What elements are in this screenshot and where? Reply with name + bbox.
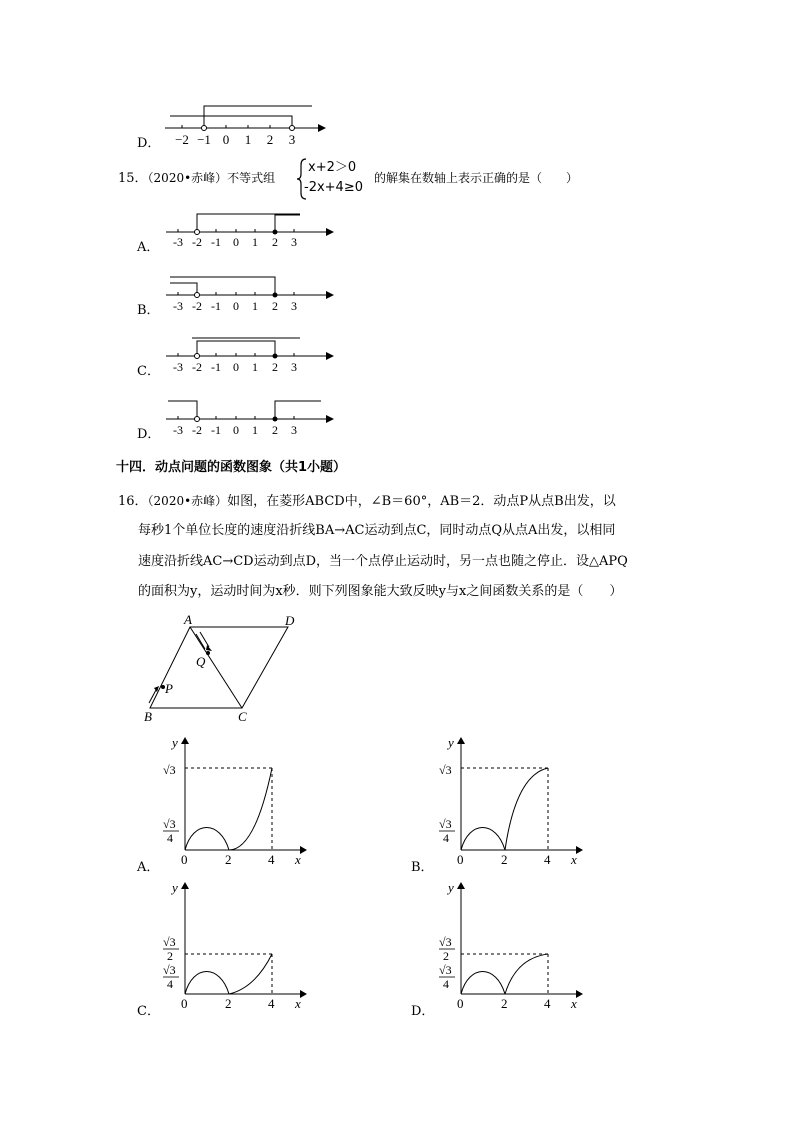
q16-option-c-label[interactable]: C． — [137, 1004, 160, 1019]
q16-graph-c[interactable] — [160, 878, 310, 1013]
axis-x-label: x — [571, 852, 577, 867]
ylabel-frac-den: 4 — [167, 977, 173, 991]
tick-2: 2 — [501, 996, 508, 1011]
tick: 0 — [222, 132, 230, 147]
q16-line1 — [118, 490, 616, 509]
ylabel-sqrt3: √3 — [439, 763, 452, 777]
tick-4: 4 — [268, 852, 275, 867]
tick: −2 — [175, 132, 189, 147]
tick-2: 2 — [501, 852, 508, 867]
ylabel-frac-num: √3 — [163, 963, 176, 977]
tick: 1 — [252, 299, 258, 313]
q15-ineq2: -2x+4≥0 — [304, 180, 363, 195]
q15-option-b-line[interactable] — [166, 270, 338, 314]
tick: 1 — [252, 423, 258, 437]
axis-y-label: y — [448, 880, 454, 895]
tick: -3 — [173, 299, 183, 313]
axis-x-label: x — [295, 996, 301, 1011]
ylabel-frac2-num: √3 — [439, 935, 452, 949]
tick: 0 — [233, 299, 239, 313]
tick: 3 — [288, 132, 296, 147]
label-q: Q — [196, 654, 206, 669]
q15-option-d-label[interactable]: D． — [137, 427, 161, 442]
axis-x-label: x — [295, 852, 301, 867]
q16-line4: 的面积为y，运动时间为x秒．则下列图象能大致反映y与x之间函数关系的是（ ） — [138, 584, 623, 599]
origin-label: 0 — [181, 852, 188, 867]
section-title: 十四．动点问题的函数图象（共1小题） — [116, 460, 347, 475]
tick: -1 — [211, 235, 221, 249]
tick: 0 — [233, 235, 239, 249]
label-a: A — [184, 612, 192, 627]
q15-source: （2020•赤峰） — [147, 171, 228, 185]
tick: 1 — [252, 235, 258, 249]
tick: −1 — [197, 132, 211, 147]
ylabel-frac2-num: √3 — [163, 935, 176, 949]
ylabel-frac-den: 4 — [443, 977, 449, 991]
ylabel-frac-den: 4 — [167, 831, 173, 845]
q16-line3: 速度沿折线AC→CD运动到点D，当一个点停止运动时，另一点也随之停止．设△APQ — [138, 554, 628, 569]
tick: 2 — [266, 132, 274, 147]
tick: 0 — [233, 423, 239, 437]
tick: 1 — [252, 360, 258, 374]
label-b: B — [144, 709, 152, 724]
tick: 2 — [272, 360, 278, 374]
tick: -2 — [192, 235, 202, 249]
ylabel-frac-num: √3 — [439, 963, 452, 977]
tick-4: 4 — [544, 996, 551, 1011]
tick: 0 — [233, 360, 239, 374]
q16-graph-a[interactable] — [160, 735, 310, 870]
label-c: C — [238, 709, 247, 724]
q14-d-number-line — [160, 100, 330, 150]
axis-y-label: y — [448, 735, 454, 750]
tick: 3 — [291, 360, 297, 374]
tick: 2 — [272, 423, 278, 437]
q16-number: 16． — [118, 494, 148, 509]
tick: -2 — [192, 360, 202, 374]
axis-x-label: x — [571, 996, 577, 1011]
q16-option-d-label[interactable]: D． — [411, 1004, 435, 1019]
origin-label: 0 — [457, 852, 464, 867]
origin-label: 0 — [457, 996, 464, 1011]
q16-option-a-label[interactable]: A． — [137, 860, 160, 875]
label-p: P — [165, 681, 173, 696]
q15-ineq1: x+2＞0 — [308, 160, 357, 175]
tick: -3 — [173, 360, 183, 374]
tick: 3 — [291, 423, 297, 437]
q15-number: 15． — [118, 171, 148, 186]
tick: -3 — [173, 235, 183, 249]
tick: 2 — [272, 235, 278, 249]
q15-text-after: 的解集在数轴上表示正确的是（ ） — [374, 171, 579, 185]
q14-option-d-label[interactable]: D． — [137, 136, 161, 151]
tick-2: 2 — [225, 996, 232, 1011]
tick: -1 — [211, 423, 221, 437]
q15-option-a-label[interactable]: A． — [137, 240, 160, 255]
q15-option-c-line[interactable] — [166, 331, 338, 375]
q15-text-before: 不等式组 — [227, 171, 276, 185]
ylabel-sqrt3: √3 — [163, 763, 176, 777]
ylabel-frac-num: √3 — [163, 817, 176, 831]
ylabel-frac-num: √3 — [439, 817, 452, 831]
tick-4: 4 — [544, 852, 551, 867]
tick: -1 — [211, 299, 221, 313]
q16-graph-d[interactable] — [436, 878, 586, 1013]
ylabel-frac-den: 4 — [443, 831, 449, 845]
q15-stem — [118, 168, 275, 189]
tick-2: 2 — [225, 852, 232, 867]
ylabel-frac2-den: 2 — [443, 949, 449, 963]
q16-option-b-label[interactable]: B． — [411, 860, 434, 875]
tick-4: 4 — [268, 996, 275, 1011]
q15-option-b-label[interactable]: B． — [137, 303, 160, 318]
tick: 1 — [244, 132, 252, 147]
axis-y-label: y — [172, 880, 178, 895]
q16-line2: 每秒1个单位长度的速度沿折线BA→AC运动到点C，同时动点Q从点A出发，以相同 — [138, 523, 616, 538]
q16-graph-b[interactable] — [436, 735, 586, 870]
q15-option-c-label[interactable]: C． — [137, 364, 160, 379]
origin-label: 0 — [181, 996, 188, 1011]
tick: 3 — [291, 299, 297, 313]
tick: 3 — [291, 235, 297, 249]
label-d: D — [285, 613, 295, 628]
q15-option-d-line[interactable] — [166, 394, 338, 438]
q15-option-a-line[interactable] — [166, 208, 338, 252]
rhombus-figure — [138, 610, 308, 726]
axis-y-label: y — [172, 735, 178, 750]
tick: -2 — [192, 423, 202, 437]
q16-source: （2020•赤峰） — [147, 494, 228, 508]
ylabel-frac2-den: 2 — [167, 949, 173, 963]
tick: -3 — [173, 423, 183, 437]
q16-line1-text: 如图，在菱形ABCD中，∠B＝60°，AB＝2．动点P从点B出发，以 — [227, 494, 616, 509]
tick: -2 — [192, 299, 202, 313]
tick: 2 — [272, 299, 278, 313]
tick: -1 — [211, 360, 221, 374]
